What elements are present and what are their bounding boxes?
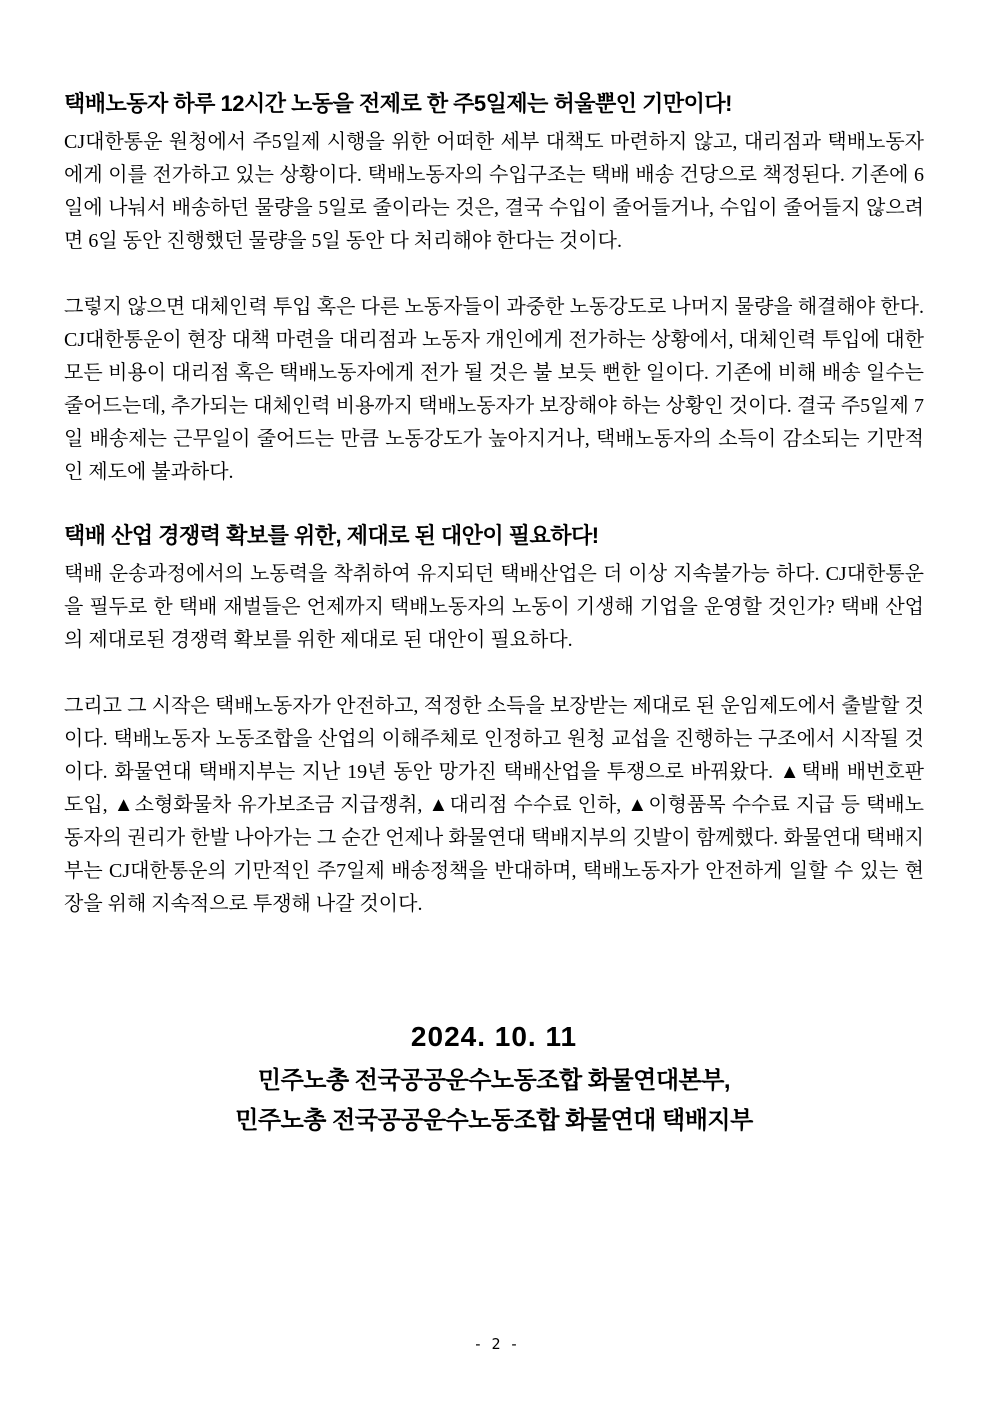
section-week5-criticism xyxy=(64,90,924,489)
body-paragraph: 택배 운송과정에서의 노동력을 착취하여 유지되던 택배산업은 더 이상 지속불가능 하다. CJ대한통운을 필두로 한 택배 재벌들은 언제까지 택배노동자의 노동이 기생해 기업을 운영할 것인가? 택배 산업의 제대로된 경쟁력 확보를 위한 제대로 된 대안이 필요하다. xyxy=(64,563,924,651)
section-industry-alternative xyxy=(64,522,924,921)
statement-body xyxy=(64,90,924,1141)
closing-block xyxy=(64,1019,924,1141)
section-heading: 택배 산업 경쟁력 확보를 위한, 제대로 된 대안이 필요하다! xyxy=(64,523,599,548)
page-number: - 2 - xyxy=(473,1335,519,1353)
section-heading: 택배노동자 하루 12시간 노동을 전제로 한 주5일제는 허울뿐인 기만이다! xyxy=(64,91,732,116)
signature-line-headquarters: 민주노총 전국공공운수노동조합 화물연대본부, xyxy=(257,1067,731,1094)
body-paragraph: 그리고 그 시작은 택배노동자가 안전하고, 적정한 소득을 보장받는 제대로 된 운임제도에서 출발할 것이다. 택배노동자 노동조합을 산업의 이해주체로 인정하고 원청 교섭을 진행하는 구조에서 시작될 것이다. 화물연대 택배지부는 지난 19년 동안 망가진 택배산업을 투쟁으로 바꿔왔다. ▲택배 배번호판 도입, ▲소형화물차 유가보조금 지급쟁취, ▲대리점 수수료 인하, ▲이형품목 수수료 지급 등 택배노동자의 권리가 한발 나아가는 그 순간 언제나 화물연대 택배지부의 깃발이 함께했다. 화물연대 택배지부는 CJ대한통운의 기만적인 주7일제 배송정책을 반대하며, 택배노동자가 안전하게 일할 수 있는 현장을 위해 지속적으로 투쟁해 나갈 것이다. xyxy=(64,695,924,915)
signature-line-branch: 민주노총 전국공공운수노동조합 화물연대 택배지부 xyxy=(235,1107,753,1134)
statement-date: 2024. 10. 11 xyxy=(410,1021,578,1052)
body-paragraph: CJ대한통운 원청에서 주5일제 시행을 위한 어떠한 세부 대책도 마련하지 않고, 대리점과 택배노동자에게 이를 전가하고 있는 상황이다. 택배노동자의 수입구조는 택배 배송 건당으로 책정된다. 기존에 6일에 나눠서 배송하던 물량을 5일로 줄이라는 것은, 결국 수입이 줄어들거나, 수입이 줄어들지 않으려면 6일 동안 진행했던 물량을 5일 동안 다 처리해야 한다는 것이다. xyxy=(64,131,924,252)
body-paragraph: 그렇지 않으면 대체인력 투입 혹은 다른 노동자들이 과중한 노동강도로 나머지 물량을 해결해야 한다. CJ대한통운이 현장 대책 마련을 대리점과 노동자 개인에게 전가하는 상황에서, 대체인력 투입에 대한 모든 비용이 대리점 혹은 택배노동자에게 전가 될 것은 불 보듯 뻔한 일이다. 기존에 비해 배송 일수는 줄어드는데, 추가되는 대체인력 비용까지 택배노동자가 보장해야 하는 상황인 것이다. 결국 주5일제 7일 배송제는 근무일이 줄어드는 만큼 노동강도가 높아지거나, 택배노동자의 소득이 감소되는 기만적인 제도에 불과하다. xyxy=(64,296,924,483)
